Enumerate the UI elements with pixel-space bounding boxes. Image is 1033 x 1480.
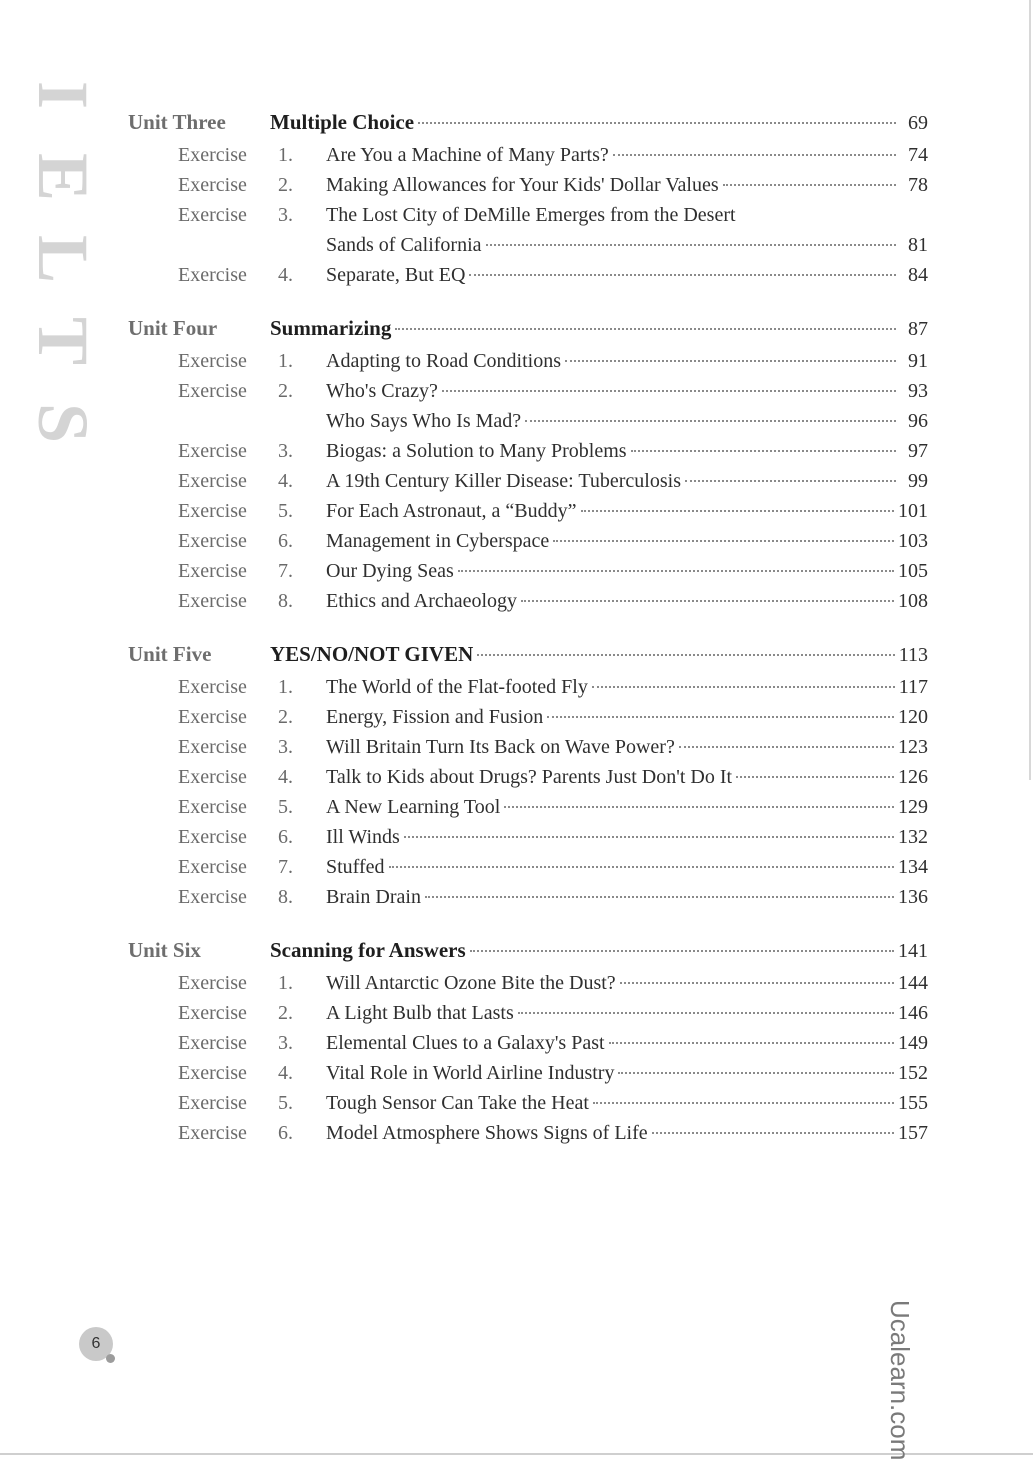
exercise-row	[128, 590, 928, 620]
exercise-title: A New Learning Tool	[326, 796, 501, 818]
unit-page-number: 141	[898, 940, 928, 962]
exercise-number: 5.	[278, 1092, 293, 1114]
exercise-row	[128, 560, 928, 590]
unit-heading-row	[128, 110, 928, 144]
exercise-label: Exercise	[178, 144, 247, 166]
exercise-number: 2.	[278, 174, 293, 196]
exercise-row	[128, 676, 928, 706]
exercise-label: Exercise	[178, 856, 247, 878]
exercise-page-number: 126	[898, 766, 928, 788]
dot-leader	[521, 600, 894, 602]
exercise-label: Exercise	[178, 470, 247, 492]
dot-leader	[442, 390, 896, 392]
exercise-label: Exercise	[178, 1002, 247, 1024]
exercise-number: 1.	[278, 350, 293, 372]
dot-leader	[504, 806, 894, 808]
dot-leader	[618, 1072, 894, 1074]
exercise-label: Exercise	[178, 766, 247, 788]
exercise-title: Ill Winds	[326, 826, 400, 848]
exercise-number: 3.	[278, 204, 293, 226]
exercise-title: A 19th Century Killer Disease: Tuberculosis	[326, 470, 681, 492]
exercise-row	[128, 1092, 928, 1122]
dot-leader	[477, 654, 894, 656]
exercise-title: Stuffed	[326, 856, 385, 878]
side-letter: S	[23, 402, 103, 444]
unit-label: Unit Five	[128, 642, 212, 666]
side-letter: L	[23, 234, 103, 284]
toc-unit	[128, 110, 928, 294]
exercise-row	[128, 530, 928, 560]
dot-leader	[679, 746, 894, 748]
exercise-title: For Each Astronaut, a “Buddy”	[326, 500, 577, 522]
exercise-title: The Lost City of DeMille Emerges from the Desert	[326, 204, 736, 226]
exercise-page-number: 120	[898, 706, 928, 728]
dot-leader	[592, 686, 895, 688]
exercise-title: Management in Cyberspace	[326, 530, 550, 552]
exercise-label: Exercise	[178, 380, 247, 402]
dot-leader	[469, 274, 896, 276]
exercise-number: 7.	[278, 560, 293, 582]
dot-leader	[470, 950, 894, 952]
exercise-row	[128, 264, 928, 294]
exercise-page-number: 155	[898, 1092, 928, 1114]
exercise-page-number: 97	[908, 440, 928, 462]
dot-leader	[518, 1012, 894, 1014]
exercise-page-number: 101	[898, 500, 928, 522]
exercise-label: Exercise	[178, 174, 247, 196]
dot-leader	[553, 540, 894, 542]
exercise-row	[128, 1002, 928, 1032]
exercise-row	[128, 826, 928, 856]
exercise-label: Exercise	[178, 1032, 247, 1054]
exercise-page-number: 84	[908, 264, 928, 286]
unit-page-number: 69	[908, 112, 928, 134]
exercise-label: Exercise	[178, 736, 247, 758]
dot-leader	[581, 510, 895, 512]
unit-title: Scanning for Answers	[270, 938, 466, 962]
dot-leader	[565, 360, 896, 362]
exercise-number: 5.	[278, 796, 293, 818]
exercise-label: Exercise	[178, 264, 247, 286]
exercise-title: Energy, Fission and Fusion	[326, 706, 544, 728]
exercise-row	[128, 500, 928, 530]
exercise-title: Are You a Machine of Many Parts?	[326, 144, 609, 166]
exercise-number: 1.	[278, 676, 293, 698]
side-letter: I	[23, 80, 103, 110]
dot-leader	[685, 480, 896, 482]
dot-leader	[723, 184, 896, 186]
exercise-number: 3.	[278, 440, 293, 462]
exercise-row	[128, 144, 928, 174]
exercise-page-number: 91	[908, 350, 928, 372]
exercise-row	[128, 1122, 928, 1152]
exercise-page-number: 117	[898, 676, 928, 698]
dot-leader	[613, 154, 896, 156]
unit-heading-row	[128, 938, 928, 972]
exercise-title: Will Britain Turn Its Back on Wave Power?	[326, 736, 675, 758]
dot-leader	[631, 450, 896, 452]
exercise-row	[128, 470, 928, 500]
dot-leader	[395, 328, 896, 330]
side-letter: E	[23, 152, 103, 202]
unit-heading-row	[128, 642, 928, 676]
unit-page-number: 87	[908, 318, 928, 340]
exercise-label: Exercise	[178, 1122, 247, 1144]
exercise-page-number: 78	[908, 174, 928, 196]
exercise-row	[128, 706, 928, 736]
exercise-title: Who's Crazy?	[326, 380, 438, 402]
exercise-page-number: 129	[898, 796, 928, 818]
exercise-label: Exercise	[178, 826, 247, 848]
exercise-number: 4.	[278, 470, 293, 492]
exercise-page-number: 157	[898, 1122, 928, 1144]
page-bottom-line	[0, 1453, 1033, 1455]
exercise-label: Exercise	[178, 972, 247, 994]
exercise-row	[128, 350, 928, 380]
exercise-row	[128, 204, 928, 234]
unit-page-number: 113	[898, 644, 928, 666]
dot-leader	[404, 836, 894, 838]
toc-unit	[128, 642, 928, 916]
exercise-page-number: 96	[908, 410, 928, 432]
exercise-row	[128, 796, 928, 826]
exercise-row	[128, 234, 928, 264]
dot-leader	[547, 716, 894, 718]
dot-leader	[418, 122, 896, 124]
dot-leader	[458, 570, 894, 572]
exercise-number: 1.	[278, 972, 293, 994]
exercise-page-number: 105	[898, 560, 928, 582]
side-title-letters	[23, 55, 103, 465]
exercise-page-number: 93	[908, 380, 928, 402]
page-edge-line	[1029, 0, 1031, 780]
exercise-number: 4.	[278, 264, 293, 286]
exercise-title: Vital Role in World Airline Industry	[326, 1062, 615, 1084]
exercise-label: Exercise	[178, 796, 247, 818]
dot-leader	[593, 1102, 894, 1104]
exercise-number: 6.	[278, 530, 293, 552]
exercise-page-number: 136	[898, 886, 928, 908]
exercise-row	[128, 1032, 928, 1062]
dot-leader	[525, 420, 896, 422]
exercise-row	[128, 1062, 928, 1092]
unit-title: Summarizing	[270, 316, 392, 340]
exercise-page-number: 99	[908, 470, 928, 492]
exercise-number: 3.	[278, 1032, 293, 1054]
page-badge-dot	[106, 1354, 115, 1363]
dot-leader	[620, 982, 894, 984]
unit-title: YES/NO/NOT GIVEN	[270, 642, 474, 666]
exercise-label: Exercise	[178, 530, 247, 552]
exercise-label: Exercise	[178, 350, 247, 372]
exercise-number: 3.	[278, 736, 293, 758]
exercise-row	[128, 972, 928, 1002]
exercise-number: 4.	[278, 1062, 293, 1084]
exercise-title: Model Atmosphere Shows Signs of Life	[326, 1122, 648, 1144]
unit-label: Unit Six	[128, 938, 201, 962]
unit-label: Unit Four	[128, 316, 218, 340]
exercise-number: 6.	[278, 826, 293, 848]
exercise-title: Elemental Clues to a Galaxy's Past	[326, 1032, 605, 1054]
exercise-title: Will Antarctic Ozone Bite the Dust?	[326, 972, 616, 994]
exercise-title: The World of the Flat-footed Fly	[326, 676, 588, 698]
exercise-page-number: 123	[898, 736, 928, 758]
exercise-title: Making Allowances for Your Kids' Dollar Values	[326, 174, 719, 196]
exercise-row	[128, 886, 928, 916]
exercise-title: Who Says Who Is Mad?	[326, 410, 522, 432]
exercise-page-number: 132	[898, 826, 928, 848]
exercise-title: Biogas: a Solution to Many Problems	[326, 440, 627, 462]
exercise-page-number: 152	[898, 1062, 928, 1084]
exercise-row	[128, 736, 928, 766]
exercise-row	[128, 766, 928, 796]
exercise-number: 7.	[278, 856, 293, 878]
exercise-number: 8.	[278, 590, 293, 612]
side-letter: T	[23, 316, 103, 366]
toc-unit	[128, 316, 928, 620]
dot-leader	[425, 896, 894, 898]
exercise-label: Exercise	[178, 204, 247, 226]
exercise-label: Exercise	[178, 440, 247, 462]
exercise-number: 1.	[278, 144, 293, 166]
exercise-label: Exercise	[178, 886, 247, 908]
page-number: 6	[91, 1335, 101, 1352]
exercise-title: A Light Bulb that Lasts	[326, 1002, 514, 1024]
exercise-row	[128, 380, 928, 410]
toc-unit	[128, 938, 928, 1152]
dot-leader	[486, 244, 896, 246]
exercise-number: 2.	[278, 380, 293, 402]
exercise-title: Our Dying Seas	[326, 560, 454, 582]
dot-leader	[609, 1042, 894, 1044]
exercise-title: Tough Sensor Can Take the Heat	[326, 1092, 589, 1114]
exercise-number: 2.	[278, 1002, 293, 1024]
exercise-number: 8.	[278, 886, 293, 908]
exercise-number: 6.	[278, 1122, 293, 1144]
exercise-label: Exercise	[178, 500, 247, 522]
exercise-label: Exercise	[178, 706, 247, 728]
exercise-row	[128, 440, 928, 470]
watermark-text: Ucalearn.com	[885, 1300, 915, 1461]
exercise-title: Adapting to Road Conditions	[326, 350, 561, 372]
exercise-label: Exercise	[178, 560, 247, 582]
exercise-title: Talk to Kids about Drugs? Parents Just Don't Do It	[326, 766, 733, 788]
exercise-label: Exercise	[178, 590, 247, 612]
dot-leader	[736, 776, 894, 778]
exercise-title: Ethics and Archaeology	[326, 590, 518, 612]
exercise-number: 4.	[278, 766, 293, 788]
exercise-label: Exercise	[178, 676, 247, 698]
exercise-page-number: 144	[898, 972, 928, 994]
exercise-page-number: 146	[898, 1002, 928, 1024]
table-of-contents	[128, 110, 928, 1174]
exercise-title: Brain Drain	[326, 886, 421, 908]
dot-leader	[389, 866, 894, 868]
exercise-title: Separate, But EQ	[326, 264, 466, 286]
exercise-page-number: 149	[898, 1032, 928, 1054]
exercise-number: 5.	[278, 500, 293, 522]
exercise-page-number: 134	[898, 856, 928, 878]
dot-leader	[652, 1132, 894, 1134]
exercise-page-number: 74	[908, 144, 928, 166]
exercise-page-number: 108	[898, 590, 928, 612]
exercise-row	[128, 410, 928, 440]
unit-title: Multiple Choice	[270, 110, 415, 134]
exercise-label: Exercise	[178, 1092, 247, 1114]
exercise-title: Sands of California	[326, 234, 482, 256]
exercise-row	[128, 174, 928, 204]
exercise-row	[128, 856, 928, 886]
exercise-page-number: 81	[908, 234, 928, 256]
exercise-number: 2.	[278, 706, 293, 728]
exercise-label: Exercise	[178, 1062, 247, 1084]
exercise-page-number: 103	[898, 530, 928, 552]
unit-heading-row	[128, 316, 928, 350]
unit-label: Unit Three	[128, 110, 226, 134]
